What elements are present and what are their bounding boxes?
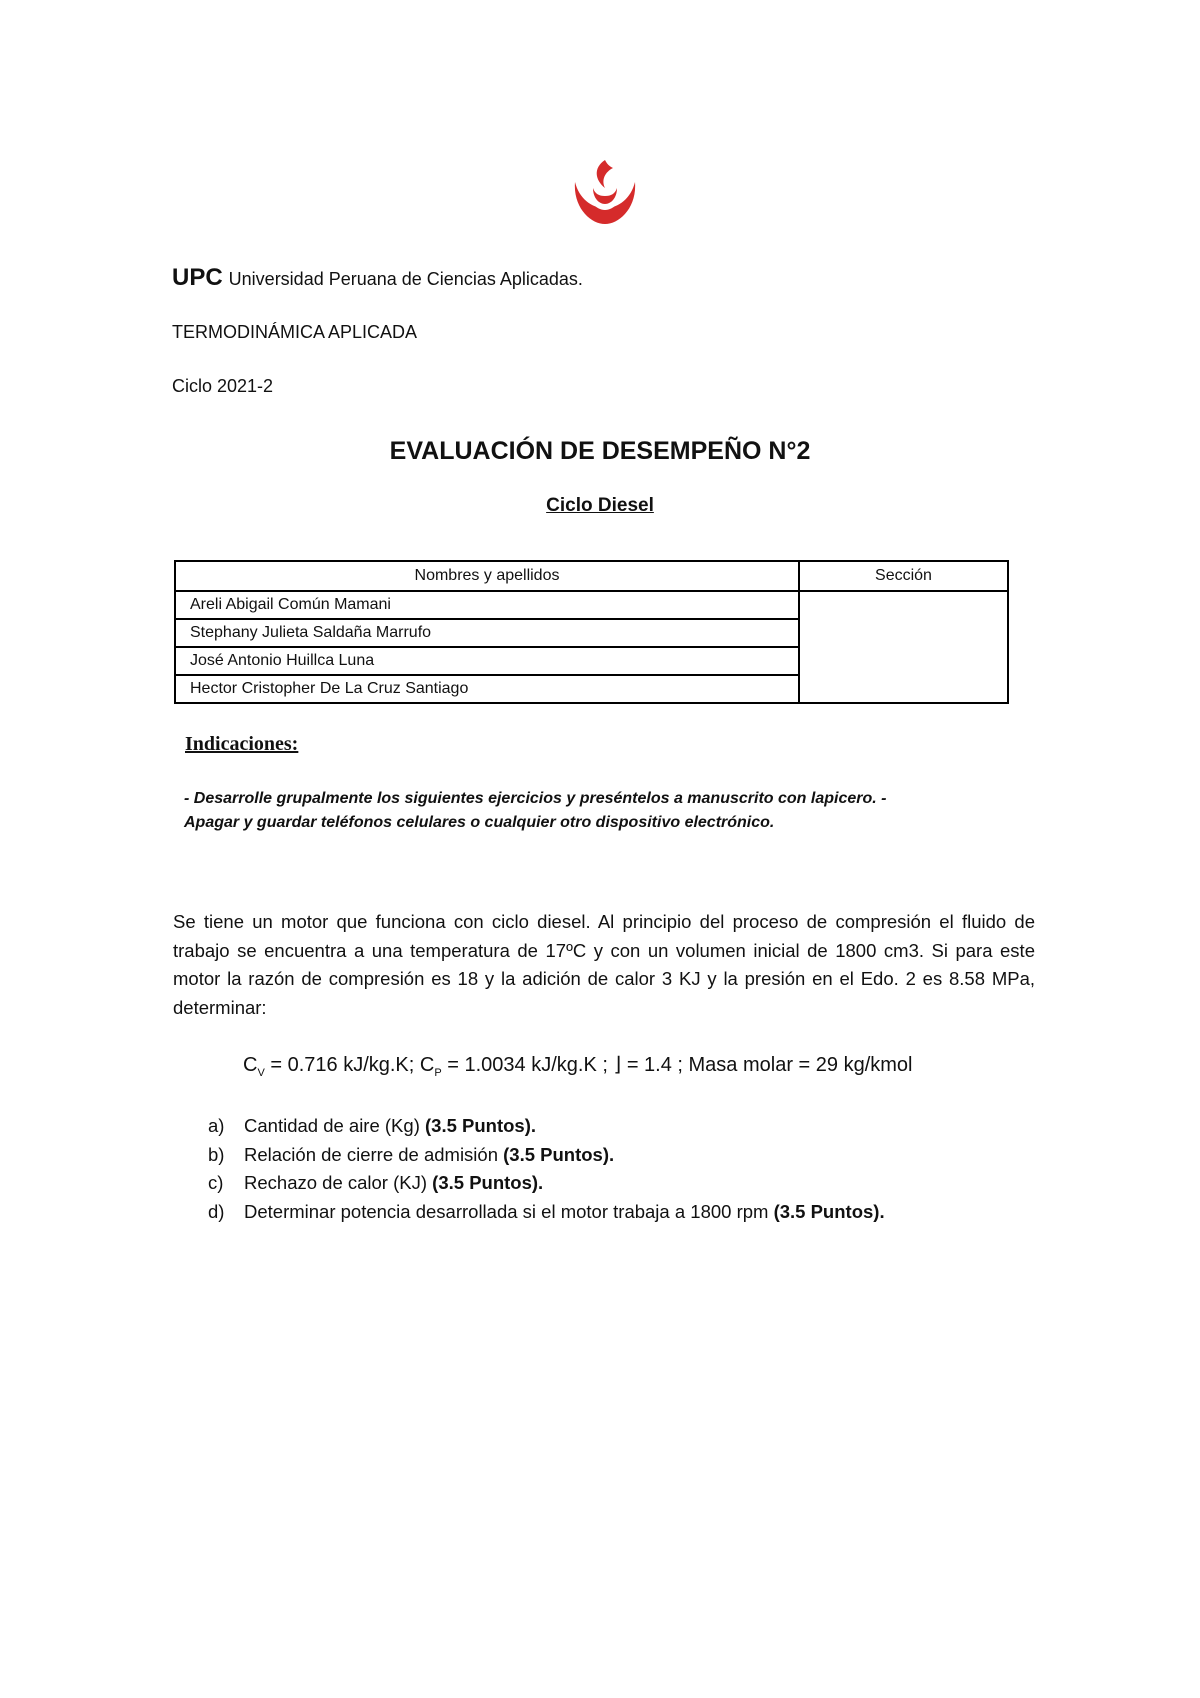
university-line: [172, 264, 583, 292]
members-table: [174, 560, 1009, 704]
cv-subscript: V: [257, 1067, 265, 1079]
cycle-label: Ciclo 2021-2: [172, 376, 274, 396]
question-points: (3.5 Puntos).: [425, 1115, 537, 1136]
page-title: EVALUACIÓN DE DESEMPEÑO N°2: [389, 437, 811, 465]
question-letter: d): [208, 1201, 225, 1222]
question-letter: b): [208, 1144, 225, 1165]
indication-line-1: - Desarrolle grupalmente los siguientes ejercicios y preséntelos a manuscrito con lapicero. -: [184, 790, 887, 807]
question-points: (3.5 Puntos).: [503, 1144, 615, 1165]
header-section: Sección: [799, 561, 1008, 591]
table-row: [175, 591, 1008, 619]
question-text: Determinar potencia desarrollada si el motor trabaja a 1800 rpm: [244, 1201, 774, 1222]
question-points: (3.5 Puntos).: [773, 1201, 885, 1222]
cv-value: = 0.716 kJ/kg.K;: [264, 1054, 420, 1076]
question-points: (3.5 Puntos).: [432, 1172, 544, 1193]
university-name: Universidad Peruana de Ciencias Aplicadas.: [228, 269, 583, 289]
page-subtitle: Ciclo Diesel: [546, 495, 654, 516]
question-letter: a): [208, 1115, 225, 1136]
table-header-row: [175, 561, 1008, 591]
cp-subscript: P: [434, 1067, 442, 1079]
cv-symbol: C: [243, 1054, 258, 1076]
indications-heading: Indicaciones:: [185, 733, 299, 755]
question-a: [208, 1115, 536, 1137]
question-b: [208, 1144, 614, 1166]
question-text: Relación de cierre de admisión: [244, 1144, 504, 1165]
question-text: Rechazo de calor (KJ): [244, 1172, 433, 1193]
problem-statement: Se tiene un motor que funciona con ciclo diesel. Al principio del proceso de compresión el fluido de trabajo se encuentra a una temperatura de 17ºC y con un volumen inicial de 1800 cm3. Si para este motor la razón de compresión es 18 y la adición de calor 3 KJ y la presión en el Edo. 2 es 8.58 MPa, determinar:: [173, 911, 1035, 1018]
header-names: Nombres y apellidos: [175, 561, 799, 591]
cp-symbol: C: [419, 1054, 435, 1076]
course-name: TERMODINÁMICA APLICADA: [172, 322, 418, 342]
question-c: [208, 1172, 543, 1194]
brand-name: UPC: [172, 264, 223, 291]
question-text: Cantidad de aire (Kg): [244, 1115, 425, 1136]
member-name: Hector Cristopher De La Cruz Santiago: [175, 675, 799, 703]
section-cell: [799, 591, 1008, 703]
question-letter: c): [208, 1172, 224, 1193]
cp-value: = 1.0034 kJ/kg.K ; ⌋ = 1.4 ; Masa molar = 29 kg/kmol: [441, 1054, 913, 1076]
member-name: Areli Abigail Común Mamani: [175, 591, 799, 619]
formula-line: [243, 1052, 913, 1079]
member-name: José Antonio Huillca Luna: [175, 647, 799, 675]
question-d: [208, 1201, 885, 1223]
indication-line-2: Apagar y guardar teléfonos celulares o cualquier otro dispositivo electrónico.: [184, 814, 775, 831]
upc-logo: [569, 158, 641, 228]
member-name: Stephany Julieta Saldaña Marrufo: [175, 619, 799, 647]
